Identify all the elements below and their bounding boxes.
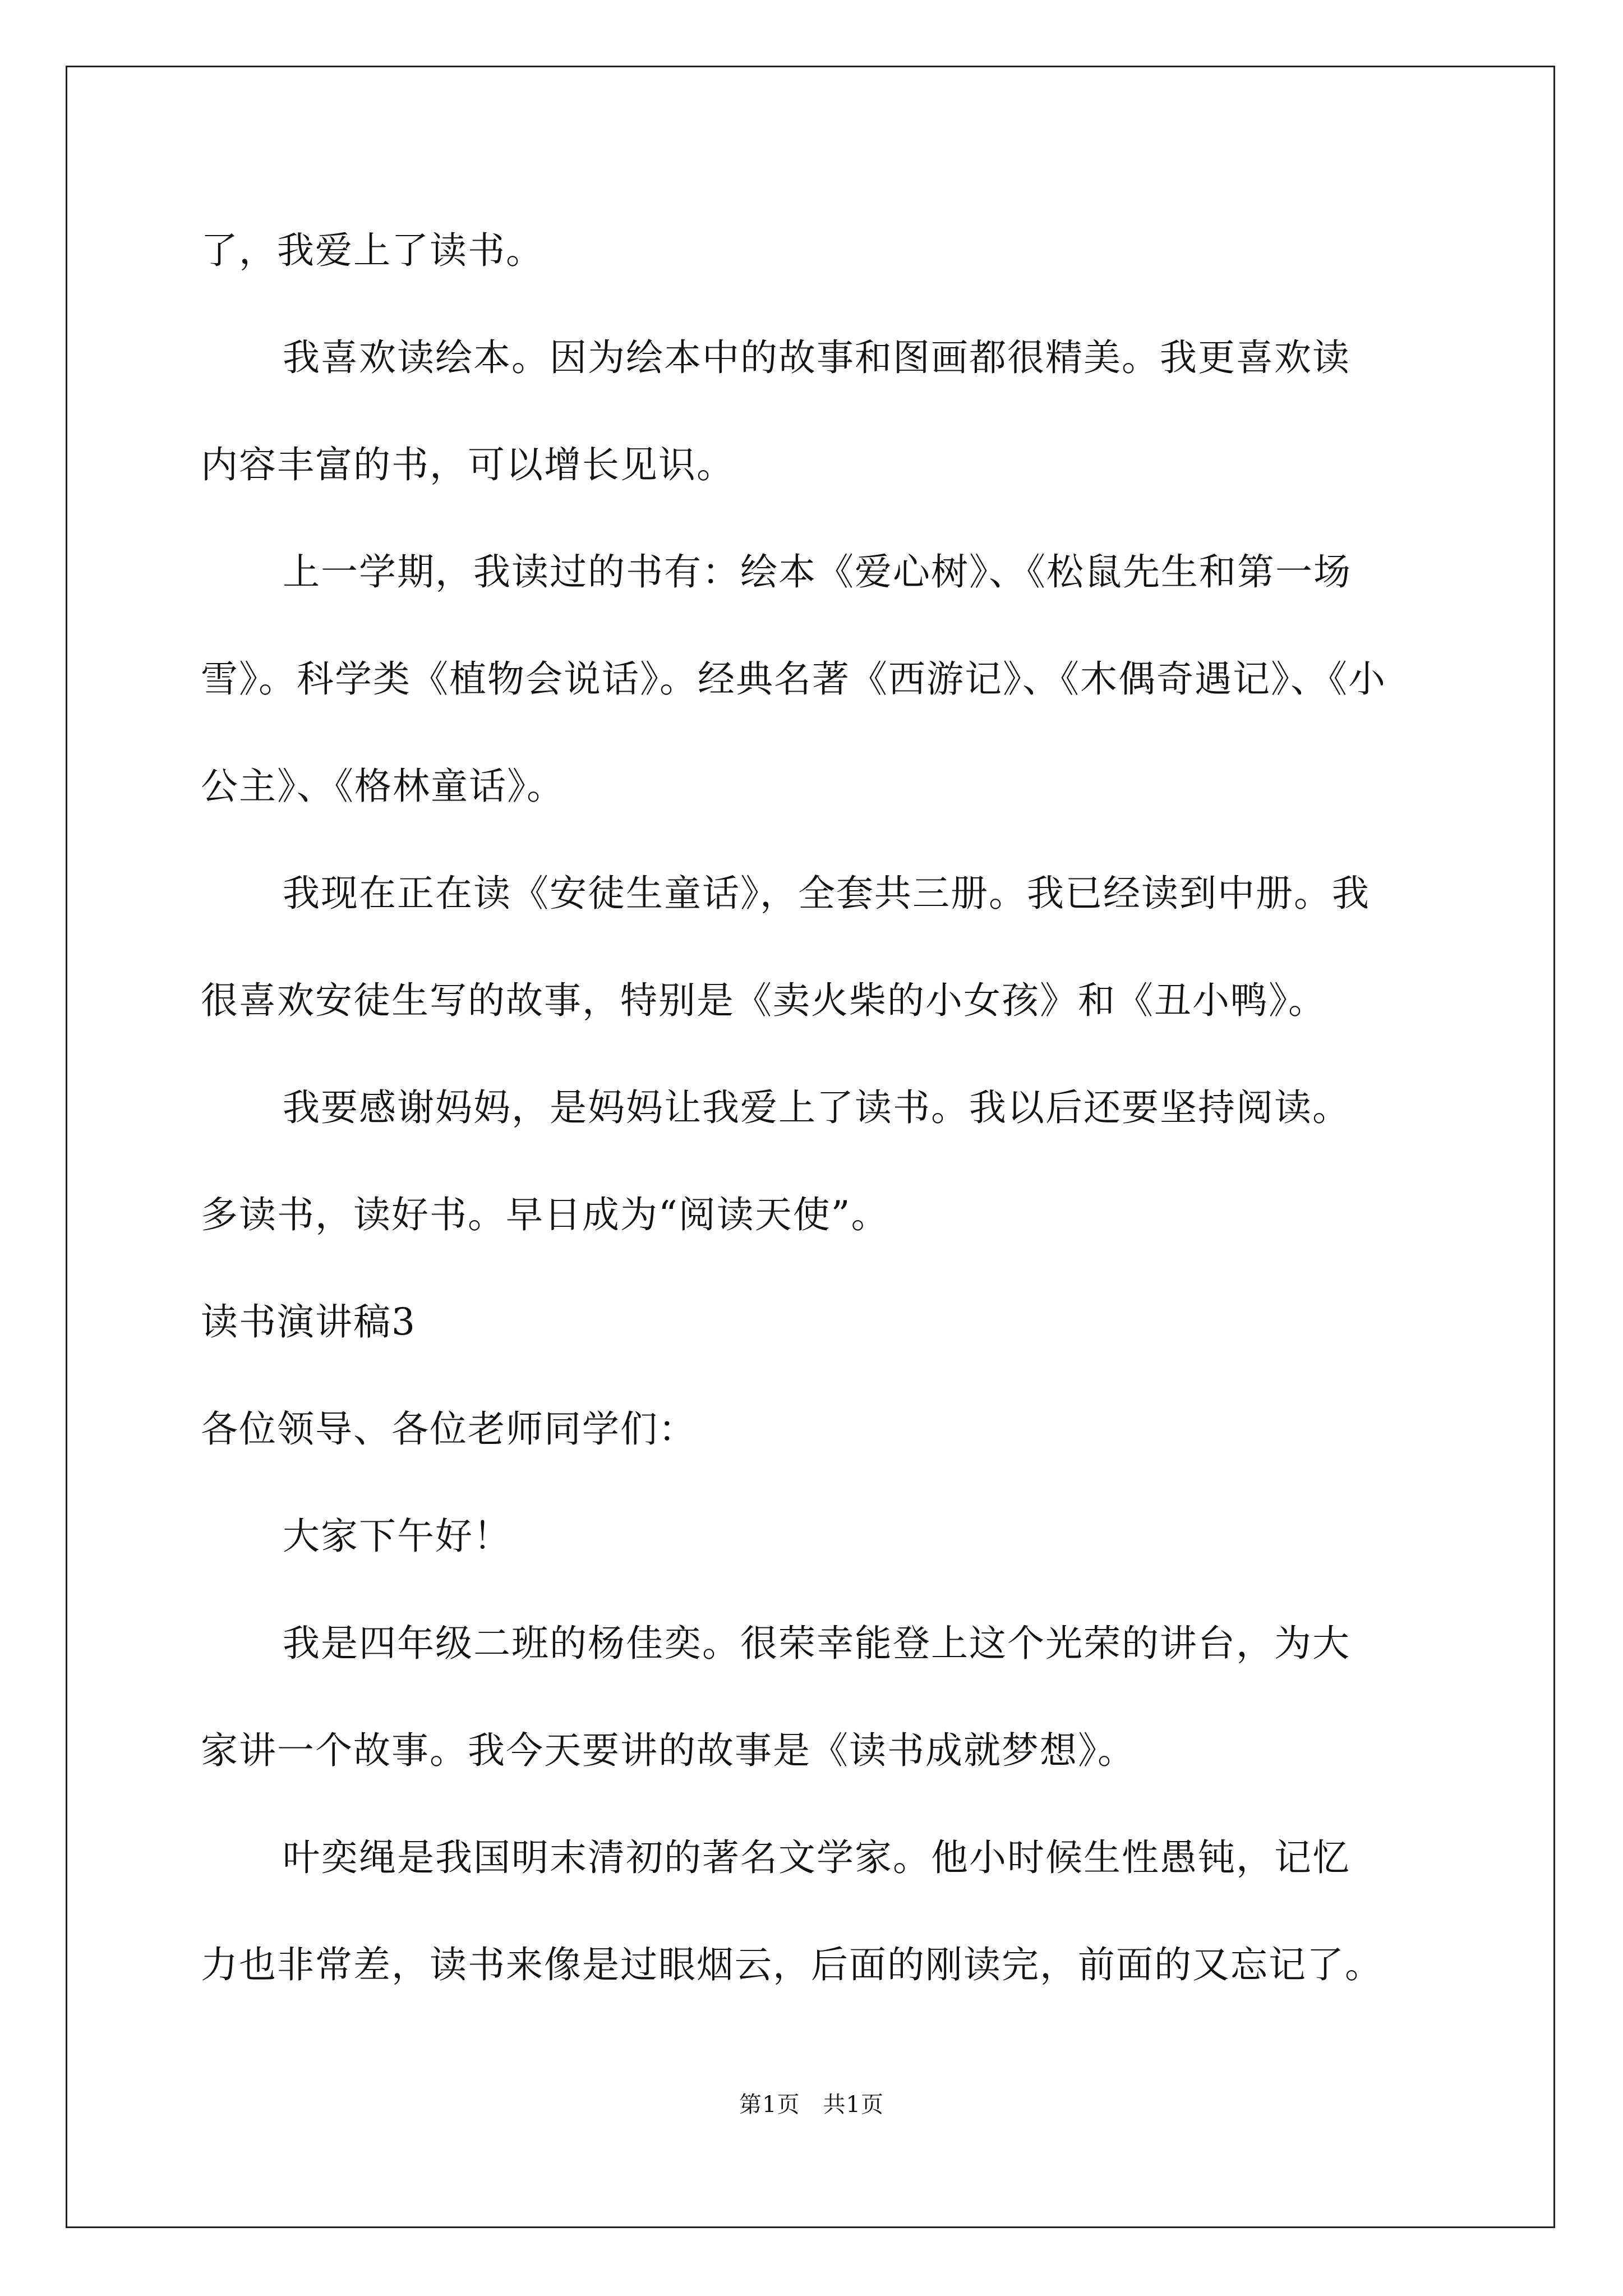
paragraph-line: 我要感谢妈妈，是妈妈让我爱上了读书。我以后还要坚持阅读。	[283, 1086, 1350, 1129]
page-border	[66, 66, 1555, 2228]
text-line: 家讲一个故事。我今天要讲的故事是《读书成就梦想》。	[201, 1729, 1136, 1772]
text-line: 了，我爱上了读书。	[201, 229, 544, 272]
greeting: 大家下午好！	[283, 1515, 511, 1558]
text-line: 多读书，读好书。早日成为“阅读天使”。	[201, 1193, 889, 1236]
section-heading: 读书演讲稿3	[201, 1300, 416, 1343]
salutation: 各位领导、各位老师同学们：	[201, 1407, 697, 1451]
paragraph-line: 我喜欢读绘本。因为绘本中的故事和图画都很精美。我更喜欢读	[283, 336, 1350, 379]
text-line: 力也非常差，读书来像是过眼烟云，后面的刚读完，前面的又忘记了。	[201, 1943, 1383, 1986]
text-line: 雪》。科学类《植物会说话》。经典名著《西游记》、《木偶奇遇记》、《小	[201, 657, 1386, 701]
text-line: 内容丰富的书，可以增长见识。	[201, 443, 735, 486]
page-footer: 第1页 共1页	[739, 2092, 884, 2118]
paragraph-line: 叶奕绳是我国明末清初的著名文学家。他小时候生性愚钝，记忆	[283, 1836, 1350, 1879]
paragraph-line: 上一学期，我读过的书有：绘本《爱心树》、《松鼠先生和第一场	[283, 550, 1352, 593]
text-line: 很喜欢安徒生写的故事，特别是《卖火柴的小女孩》和《丑小鸭》。	[201, 979, 1326, 1022]
paragraph-line: 我是四年级二班的杨佳奕。很荣幸能登上这个光荣的讲台，为大	[283, 1622, 1350, 1665]
paragraph-line: 我现在正在读《安徒生童话》，全套共三册。我已经读到中册。我	[283, 872, 1370, 915]
text-line: 公主》、《格林童话》。	[201, 765, 565, 808]
